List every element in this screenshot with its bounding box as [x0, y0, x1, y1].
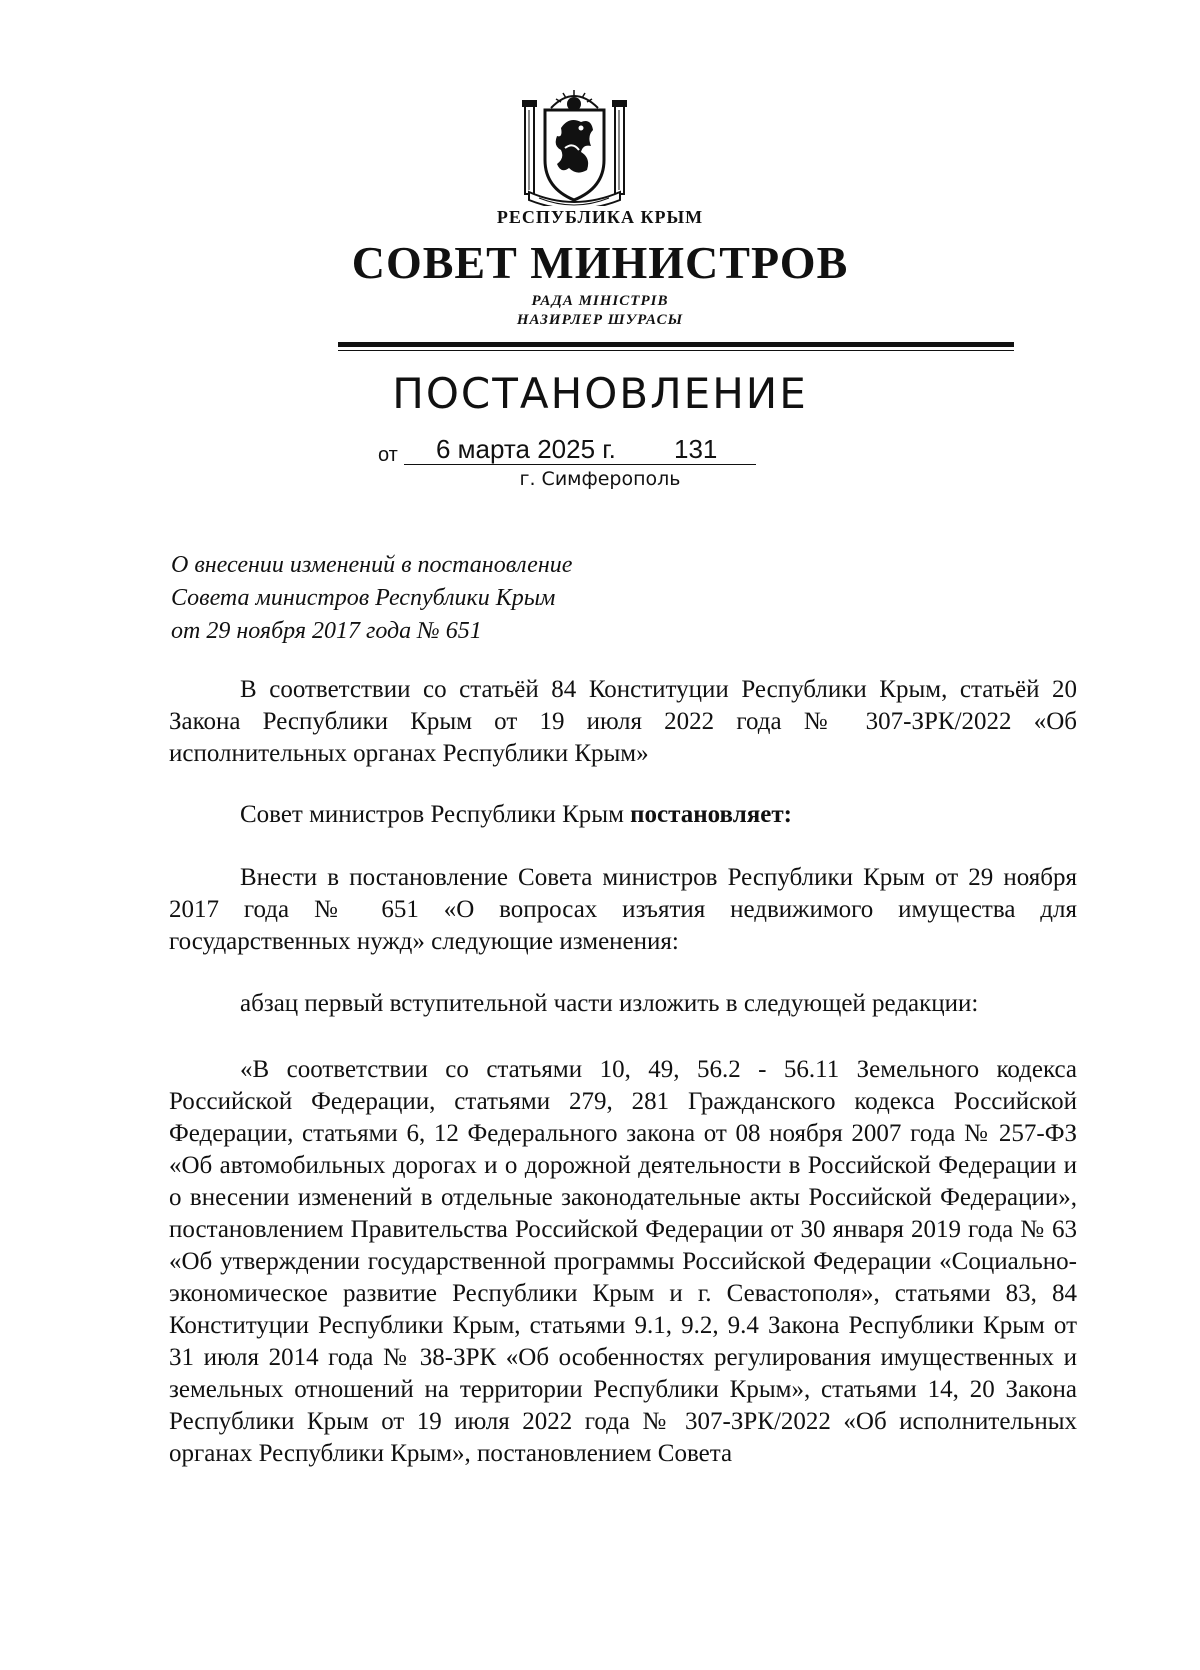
title-line: О внесении изменений в постановление: [171, 552, 573, 578]
header-divider-thin: [338, 350, 1014, 351]
instruction-paragraph: абзац первый вступительной части изложить в следующей редакции:: [240, 990, 979, 1017]
document-title: [171, 549, 572, 648]
title-line: от 29 ноября 2017 года № 651: [171, 618, 482, 644]
document-number: 131: [674, 434, 718, 464]
resolves-text: Совет министров Республики Крым: [240, 801, 631, 828]
amendment-paragraph: Внести в постановление Совета министров Республики Крым от 29 ноября 2017 года № 651 «О вопросах изъятия недвижимого имущества для государственных нужд» следующие изменения:: [169, 864, 1077, 955]
date-number-line: [378, 434, 778, 468]
republic-name: РЕСПУБЛИКА КРЫМ: [496, 207, 704, 227]
preamble-paragraph: В соответствии со статьёй 84 Конституции Республики Крым, статьёй 20 Закона Республики Крым от 19 июля 2022 года № 307-ЗРК/2022 «Об исполнительных органах Республики Крым»: [169, 676, 1077, 767]
date-prefix: от: [378, 444, 398, 466]
document-type: ПОСТАНОВЛЕНИЕ: [392, 369, 808, 418]
resolves-paragraph: [169, 799, 1077, 831]
title-line: Совета министров Республики Крым: [171, 585, 556, 611]
council-name-ukrainian: РАДА МІНІСТРІВ: [531, 293, 669, 309]
resolves-keyword: постановляет:: [630, 801, 792, 828]
council-name: СОВЕТ МИНИСТРОВ: [351, 237, 849, 288]
document-date: 6 марта 2025 г.: [436, 434, 616, 464]
new-wording-paragraph: «В соответствии со статьями 10, 49, 56.2 - 56.11 Земельного кодекса Российской Федерации, статьями 279, 281 Гражданского кодекса Российской Федерации, статьями 6, 12 Федерального закона от 08 ноября 2007 года № 257-ФЗ «Об автомобильных дорогах и о дорожной деятельности в Российской Федерации и о внесении изменений в отдельные законодательные акты Российской Федерации», постановлением Правительства Российской Федерации от 30 января 2019 года № 63 «Об утверждении государственной программы Российской Федерации «Социально-экономическое развитие Республики Крым и г. Севастополя», статьями 83, 84 Конституции Республики Крым, статьями 9.1, 9.2, 9.4 Закона Республики Крым от 31 июля 2014 года № 38-ЗРК «Об особенностях регулирования имущественных и земельных отношений на территории Республики Крым», статьями 14, 20 Закона Республики Крым от 19 июля 2022 года № 307-ЗРК/2022 «Об исполнительных органах Республики Крым», постановлением Совета: [169, 1056, 1077, 1467]
council-name-crimean-tatar: НАЗИРЛЕР ШУРАСЫ: [516, 312, 684, 328]
document-city: г. Симферополь: [519, 468, 681, 490]
header-divider-thick: [338, 342, 1014, 347]
coat-of-arms-emblem: [521, 88, 628, 206]
